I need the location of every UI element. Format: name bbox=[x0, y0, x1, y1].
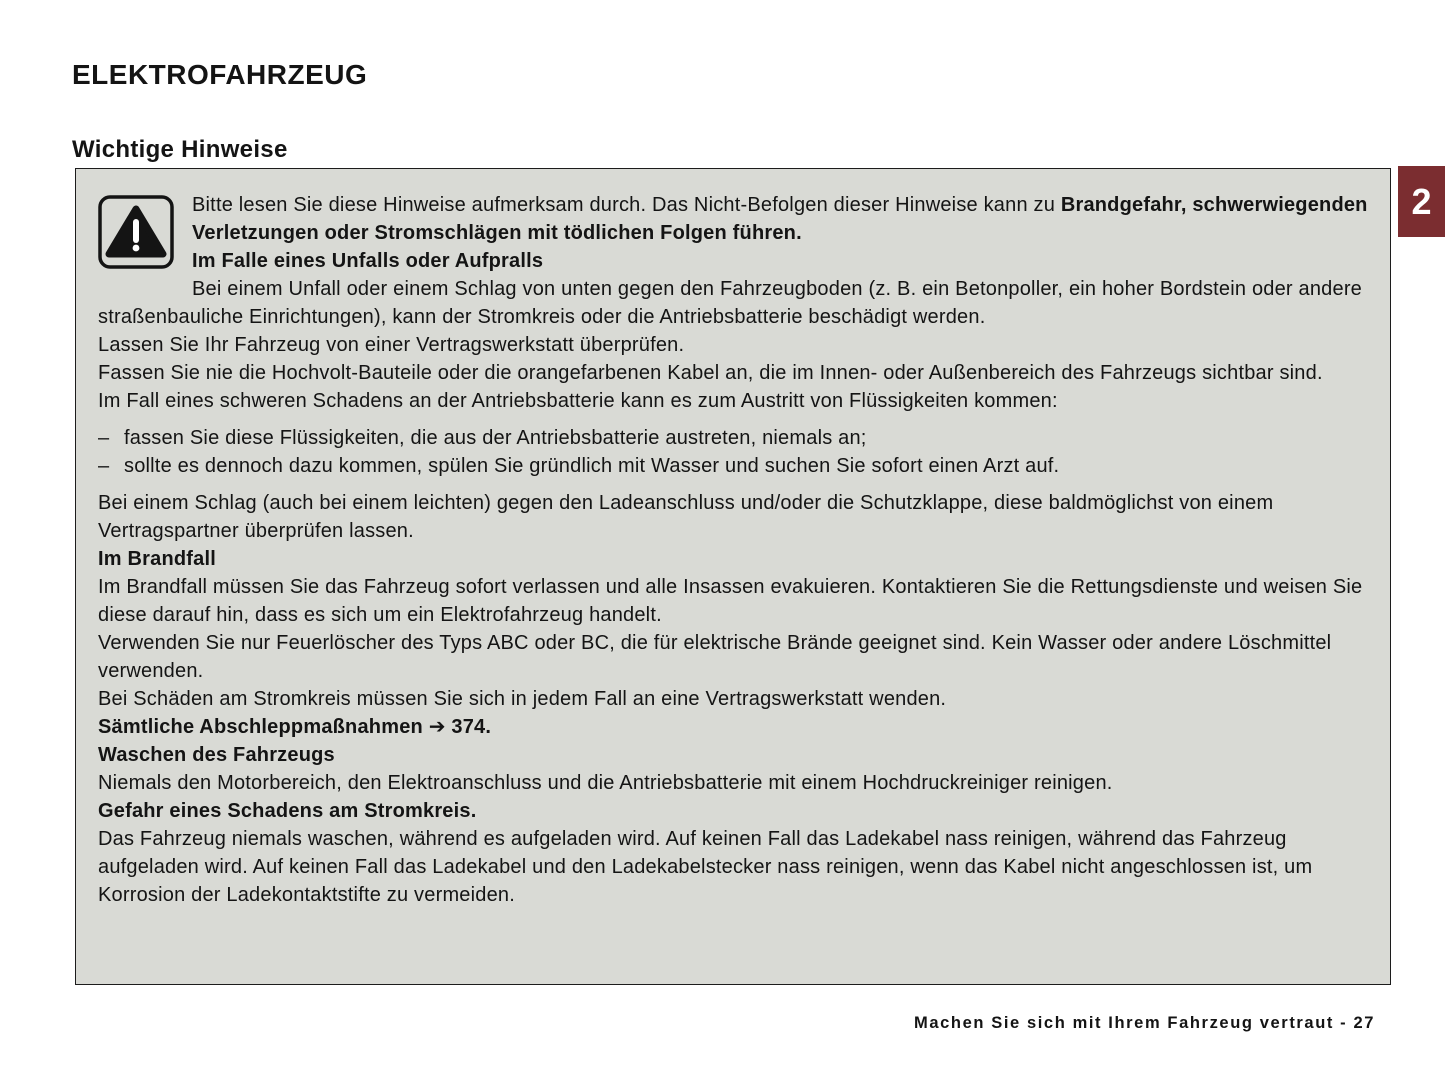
warning-paragraph: Gefahr eines Schadens am Stromkreis. bbox=[98, 800, 477, 822]
warning-paragraph: Im Falle eines Unfalls oder Aufpralls bbox=[192, 250, 544, 272]
warning-paragraph: Bei einem Unfall oder einem Schlag von unten gegen den Fahrzeugboden (z. B. ein Betonpoller, ein hoher Bordstein oder andere straßenbauliche Einrichtungen), kann der Stromkreis oder die Antriebsbatterie beschädigt werden. bbox=[98, 278, 1363, 328]
warning-paragraph: Im Brandfall bbox=[98, 548, 216, 570]
warning-paragraph: Lassen Sie Ihr Fahrzeug von einer Vertragswerkstatt überprüfen. bbox=[98, 334, 685, 356]
section-subtitle: Wichtige Hinweise bbox=[72, 135, 288, 163]
warning-paragraph: Sämtliche Abschleppmaßnahmen ➔ 374. bbox=[98, 716, 492, 738]
warning-box-content bbox=[98, 191, 1368, 909]
page-footer: Machen Sie sich mit Ihrem Fahrzeug vertraut - 27 bbox=[914, 1014, 1375, 1032]
warning-bullet-item: – sollte es dennoch dazu kommen, spülen Sie gründlich mit Wasser und suchen Sie sofort einen Arzt auf. bbox=[98, 452, 1368, 480]
warning-paragraph: Bitte lesen Sie diese Hinweise aufmerksam durch. Das Nicht-Befolgen dieser Hinweise kann zu Brandgefahr, schwerwiegenden Verletzungen oder Stromschlägen mit tödlichen Folgen führen. bbox=[192, 194, 1368, 244]
warning-paragraph: Niemals den Motorbereich, den Elektroanschluss und die Antriebsbatterie mit einem Hochdruckreiniger reinigen. bbox=[98, 772, 1113, 794]
warning-paragraph: Waschen des Fahrzeugs bbox=[98, 744, 335, 766]
warning-paragraph: Verwenden Sie nur Feuerlöscher des Typs ABC oder BC, die für elektrische Brände geeignet sind. Kein Wasser oder andere Löschmittel verwenden. bbox=[98, 632, 1332, 682]
warning-paragraph: Im Brandfall müssen Sie das Fahrzeug sofort verlassen und alle Insassen evakuieren. Kontaktieren Sie die Rettungsdienste und weisen Sie diese darauf hin, dass es sich um ein Elektrofahrzeug handelt. bbox=[98, 576, 1363, 626]
page-title: ELEKTROFAHRZEUG bbox=[72, 58, 368, 90]
warning-paragraph: Bei Schäden am Stromkreis müssen Sie sich in jedem Fall an eine Vertragswerkstatt wenden. bbox=[98, 688, 947, 710]
warning-paragraph: Im Fall eines schweren Schadens an der Antriebsbatterie kann es zum Austritt von Flüssigkeiten kommen: bbox=[98, 390, 1058, 412]
bullet-dash: – bbox=[98, 455, 110, 477]
warning-paragraph: Fassen Sie nie die Hochvolt-Bauteile oder die orangefarbenen Kabel an, die im Innen- oder Außenbereich des Fahrzeugs sichtbar sind. bbox=[98, 362, 1323, 384]
bullet-dash: – bbox=[98, 427, 110, 449]
warning-triangle-icon bbox=[98, 191, 192, 293]
warning-paragraph: Das Fahrzeug niemals waschen, während es aufgeladen wird. Auf keinen Fall das Ladekabel nass reinigen, während das Fahrzeug aufgeladen wird. Auf keinen Fall das Ladekabel und den Ladekabelstecker nass reinigen, wenn das Kabel nicht angeschlossen ist, um Korrosion der Ladekontaktstifte zu vermeiden. bbox=[98, 828, 1313, 906]
chapter-tab bbox=[1398, 166, 1445, 237]
chapter-tab-number: 2 bbox=[1411, 180, 1432, 222]
warning-bullet-item: – fassen Sie diese Flüssigkeiten, die aus der Antriebsbatterie austreten, niemals an; bbox=[98, 424, 1368, 452]
warning-box bbox=[75, 168, 1391, 985]
warning-paragraph: Bei einem Schlag (auch bei einem leichten) gegen den Ladeanschluss und/oder die Schutzklappe, diese baldmöglichst von einem Vertragspartner überprüfen lassen. bbox=[98, 492, 1274, 542]
